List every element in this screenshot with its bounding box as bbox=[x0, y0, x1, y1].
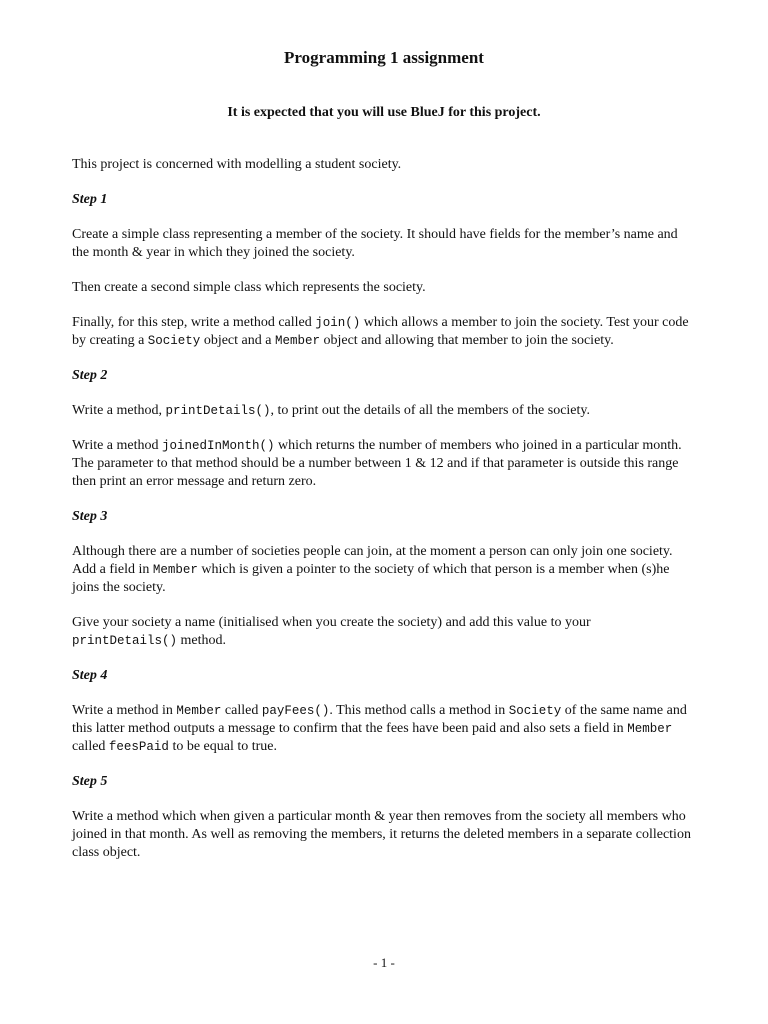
text-run: Finally, for this step, write a method called bbox=[72, 315, 316, 330]
step-5-paragraph-1: Write a method which when given a particular month & year then removes from the society all members who joined in that month. As well as removing the members, it returns the deleted members in a separate collection class object. bbox=[72, 809, 691, 860]
text-run: . This method calls a method in bbox=[329, 703, 509, 718]
document-title: Programming 1 assignment bbox=[284, 48, 484, 67]
code-member: Member bbox=[274, 334, 320, 348]
step-5-heading: Step 5 bbox=[72, 774, 108, 789]
text-run: called bbox=[221, 703, 262, 718]
step-3-heading: Step 3 bbox=[72, 509, 108, 524]
step-3-paragraph-1 bbox=[72, 543, 696, 597]
text-run: which allows a member to join the society. Test your code by creating a bbox=[72, 315, 689, 348]
code-pay-fees: payFees() bbox=[261, 704, 330, 718]
intro-paragraph: This project is concerned with modelling a student society. bbox=[72, 157, 402, 172]
code-member: Member bbox=[152, 563, 198, 577]
step-4-heading: Step 4 bbox=[72, 668, 108, 683]
text-run: Write a method bbox=[72, 438, 163, 453]
text-run: object and a bbox=[200, 333, 275, 348]
text-run: of the same name and this latter method outputs a message to confirm that the fees have been paid and also sets a field in bbox=[72, 703, 687, 736]
code-print-details: printDetails() bbox=[165, 404, 271, 418]
text-run: , to print out the details of all the members of the society. bbox=[270, 403, 591, 418]
text-run: which is given a pointer to the society of which that person is a member when (s)he joins the society. bbox=[72, 562, 670, 595]
step-2-heading: Step 2 bbox=[72, 368, 108, 383]
text-run: to be equal to true. bbox=[168, 739, 278, 754]
code-joined-in-month: joinedInMonth() bbox=[162, 439, 275, 453]
text-run: Give your society a name (initialised when you create the society) and add this value to your bbox=[72, 615, 591, 630]
code-society: Society bbox=[508, 704, 562, 718]
document-body bbox=[72, 156, 696, 879]
page-number: - 1 - bbox=[373, 955, 395, 970]
step-3-paragraph-2 bbox=[72, 614, 696, 650]
step-2-paragraph-1 bbox=[72, 402, 696, 420]
code-member: Member bbox=[176, 704, 222, 718]
text-run: Write a method, bbox=[72, 403, 166, 418]
document-subtitle: It is expected that you will use BlueJ for this project. bbox=[227, 105, 541, 120]
step-4-paragraph-1 bbox=[72, 702, 696, 756]
step-1-paragraph-3 bbox=[72, 314, 696, 350]
code-print-details: printDetails() bbox=[72, 634, 178, 648]
text-run: which returns the number of members who joined in a particular month. The parameter to that method should be a number between 1 & 12 and if that parameter is outside this range then print an error message and return zero. bbox=[72, 438, 682, 489]
step-1-paragraph-1: Create a simple class representing a member of the society. It should have fields for the member’s name and the month & year in which they joined the society. bbox=[72, 227, 678, 260]
code-society: Society bbox=[147, 334, 201, 348]
code-member: Member bbox=[627, 722, 673, 736]
step-1-heading: Step 1 bbox=[72, 192, 108, 207]
text-run: Although there are a number of societies people can join, at the moment a person can only join one society. Add a field in bbox=[72, 544, 673, 577]
text-run: Write a method in bbox=[72, 703, 177, 718]
text-run: object and allowing that member to join the society. bbox=[319, 333, 614, 348]
code-join: join() bbox=[315, 316, 361, 330]
step-2-paragraph-2 bbox=[72, 437, 696, 491]
text-run: method. bbox=[177, 633, 227, 648]
text-run: called bbox=[72, 739, 109, 754]
step-1-paragraph-2: Then create a second simple class which represents the society. bbox=[72, 280, 426, 295]
code-fees-paid: feesPaid bbox=[108, 740, 169, 754]
